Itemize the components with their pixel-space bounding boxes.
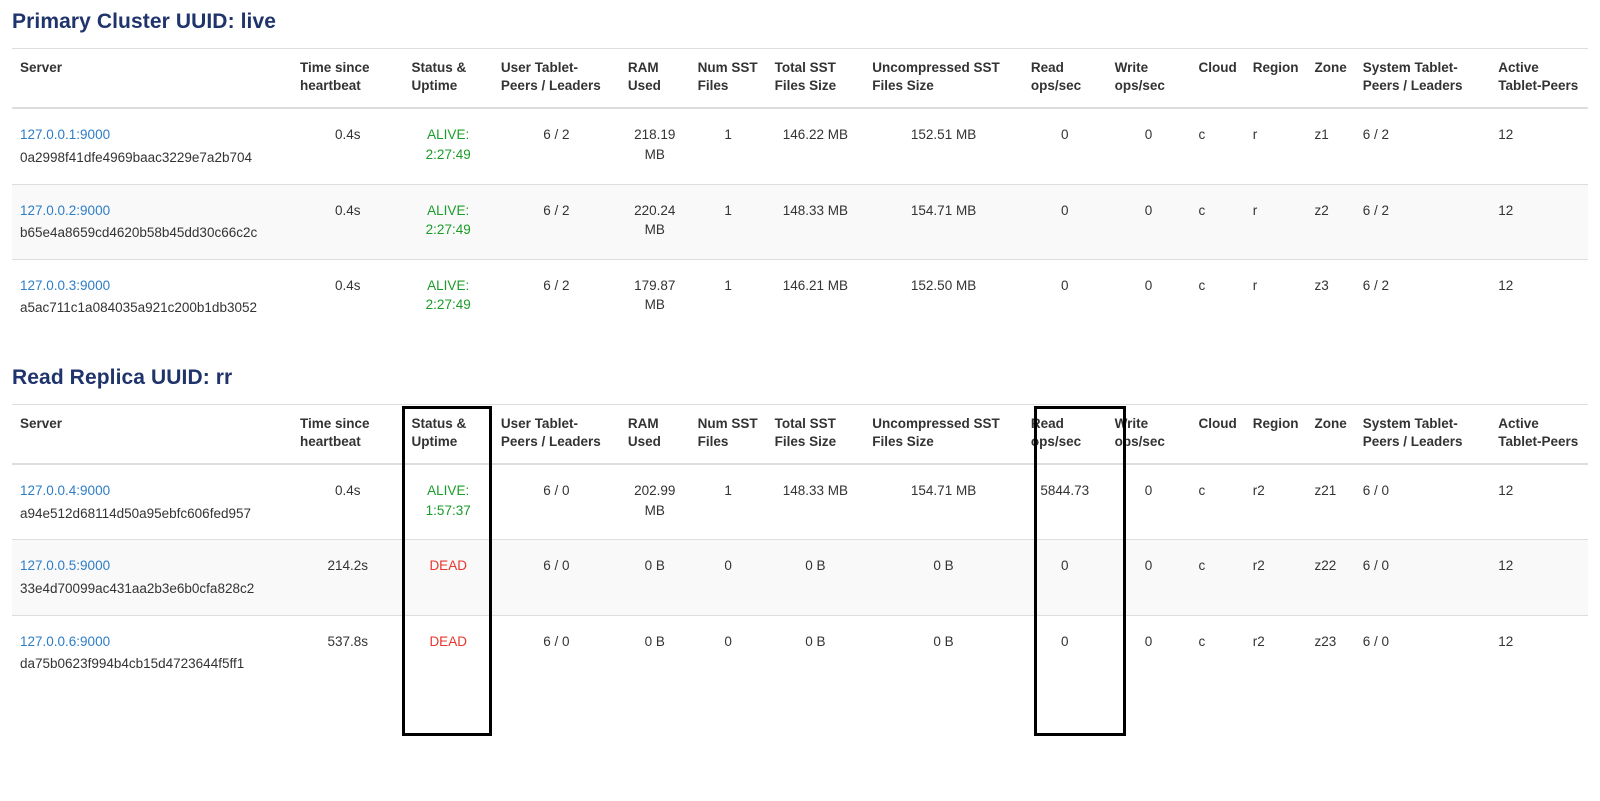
cell-num-sst-files: 1: [690, 259, 767, 334]
cell-zone: z3: [1307, 259, 1355, 334]
cell-read-ops: 0: [1023, 108, 1107, 184]
cell-ram-used: 202.99 MB: [620, 464, 690, 540]
col-header-user-tablet-peers: User Tablet-Peers / Leaders: [493, 49, 620, 109]
cell-uncompressed-sst-size: 154.71 MB: [864, 184, 1023, 259]
table-row: [12, 540, 1588, 615]
primary-cluster-title: [12, 10, 1588, 34]
uptime-value: 2:27:49: [425, 222, 471, 238]
cell-ram-used: 0 B: [620, 615, 690, 690]
cell-write-ops: 0: [1107, 259, 1191, 334]
cell-heartbeat: 0.4s: [292, 464, 403, 540]
cell-region: r2: [1245, 540, 1307, 615]
cell-status: [403, 259, 492, 334]
server-link[interactable]: 127.0.0.4:9000: [20, 483, 111, 499]
cell-user-tablet-peers: 6 / 2: [493, 259, 620, 334]
table-row: [12, 615, 1588, 690]
cell-read-ops: 0: [1023, 540, 1107, 615]
read-replica-table-head: [12, 404, 1588, 464]
status-badge: ALIVE:: [427, 483, 470, 499]
server-link[interactable]: 127.0.0.1:9000: [20, 127, 111, 143]
cell-total-sst-size: 0 B: [767, 615, 865, 690]
cell-cloud: c: [1191, 108, 1245, 184]
cell-ram-used: 179.87 MB: [620, 259, 690, 334]
cell-heartbeat: 0.4s: [292, 259, 403, 334]
table-header-row: [12, 404, 1588, 464]
cell-num-sst-files: 1: [690, 184, 767, 259]
col-header-write-ops: Write ops/sec: [1107, 49, 1191, 109]
cell-active-tablet-peers: 12: [1490, 464, 1588, 540]
uptime-value: 1:57:37: [425, 502, 471, 518]
cell-server: [12, 259, 292, 334]
cell-write-ops: 0: [1107, 108, 1191, 184]
cell-user-tablet-peers: 6 / 0: [493, 615, 620, 690]
read-replica-table-body: [12, 464, 1588, 689]
server-link[interactable]: 127.0.0.5:9000: [20, 558, 111, 574]
cell-region: r: [1245, 259, 1307, 334]
col-header-user-tablet-peers: User Tablet-Peers / Leaders: [493, 404, 620, 464]
server-uuid: 0a2998f41dfe4969baac3229e7a2b704: [20, 150, 252, 165]
cell-read-ops: 0: [1023, 184, 1107, 259]
cell-zone: z21: [1307, 464, 1355, 540]
cell-heartbeat: 537.8s: [292, 615, 403, 690]
section-spacer: [12, 334, 1588, 356]
col-header-status-uptime: Status & Uptime: [403, 49, 492, 109]
cell-num-sst-files: 0: [690, 540, 767, 615]
primary-cluster-table-wrap: [12, 48, 1588, 334]
cell-cloud: c: [1191, 615, 1245, 690]
cell-user-tablet-peers: 6 / 0: [493, 464, 620, 540]
cell-write-ops: 0: [1107, 540, 1191, 615]
cell-uncompressed-sst-size: 154.71 MB: [864, 464, 1023, 540]
cell-region: r2: [1245, 464, 1307, 540]
col-header-system-tablet-peers: System Tablet-Peers / Leaders: [1355, 404, 1491, 464]
status-badge: ALIVE:: [427, 277, 470, 293]
cell-ram-used: 218.19 MB: [620, 108, 690, 184]
cell-active-tablet-peers: 12: [1490, 615, 1588, 690]
table-row: [12, 184, 1588, 259]
cell-region: r: [1245, 108, 1307, 184]
cell-total-sst-size: 146.21 MB: [767, 259, 865, 334]
cell-system-tablet-peers: 6 / 2: [1355, 259, 1491, 334]
col-header-cloud: Cloud: [1191, 49, 1245, 109]
cell-ram-used: 0 B: [620, 540, 690, 615]
col-header-write-ops: Write ops/sec: [1107, 404, 1191, 464]
cell-status: [403, 184, 492, 259]
read-replica-table: [12, 404, 1588, 690]
col-header-total-sst-size: Total SST Files Size: [767, 49, 865, 109]
cell-server: [12, 615, 292, 690]
table-row: [12, 108, 1588, 184]
cell-system-tablet-peers: 6 / 2: [1355, 184, 1491, 259]
col-header-region: Region: [1245, 49, 1307, 109]
read-replica-table-wrap: [12, 404, 1588, 690]
read-replica-title-prefix: Read Replica UUID:: [12, 365, 216, 389]
cell-read-ops: 0: [1023, 259, 1107, 334]
col-header-uncompressed-sst-size: Uncompressed SST Files Size: [864, 49, 1023, 109]
col-header-num-sst-files: Num SST Files: [690, 404, 767, 464]
server-uuid: a94e512d68114d50a95ebfc606fed957: [20, 505, 251, 521]
col-header-cloud: Cloud: [1191, 404, 1245, 464]
cell-zone: z1: [1307, 108, 1355, 184]
cell-total-sst-size: 148.33 MB: [767, 184, 865, 259]
col-header-system-tablet-peers: System Tablet-Peers / Leaders: [1355, 49, 1491, 109]
server-link[interactable]: 127.0.0.6:9000: [20, 633, 111, 649]
cell-system-tablet-peers: 6 / 0: [1355, 464, 1491, 540]
uptime-value: 2:27:49: [425, 147, 471, 162]
cell-region: r2: [1245, 615, 1307, 690]
cell-status: [403, 615, 492, 690]
cell-read-ops: 5844.73: [1023, 464, 1107, 540]
col-header-read-ops: Read ops/sec: [1023, 49, 1107, 109]
cell-active-tablet-peers: 12: [1490, 540, 1588, 615]
cell-num-sst-files: 1: [690, 108, 767, 184]
cell-region: r: [1245, 184, 1307, 259]
cell-server: [12, 464, 292, 540]
cell-zone: z2: [1307, 184, 1355, 259]
status-badge: ALIVE:: [427, 127, 470, 143]
cell-system-tablet-peers: 6 / 2: [1355, 108, 1491, 184]
cell-total-sst-size: 148.33 MB: [767, 464, 865, 540]
table-header-row: [12, 49, 1588, 109]
cell-active-tablet-peers: 12: [1490, 108, 1588, 184]
cell-cloud: c: [1191, 184, 1245, 259]
col-header-zone: Zone: [1307, 404, 1355, 464]
cell-cloud: c: [1191, 464, 1245, 540]
cell-heartbeat: 214.2s: [292, 540, 403, 615]
cell-user-tablet-peers: 6 / 0: [493, 540, 620, 615]
read-replica-title: [12, 366, 1588, 390]
cell-cloud: c: [1191, 259, 1245, 334]
primary-cluster-table-body: [12, 108, 1588, 333]
tserver-status-page: [0, 10, 1600, 690]
cell-status: [403, 540, 492, 615]
table-row: [12, 464, 1588, 540]
server-uuid: a5ac711c1a084035a921c200b1db3052: [20, 300, 257, 316]
col-header-status-uptime: Status & Uptime: [403, 404, 492, 464]
cell-active-tablet-peers: 12: [1490, 259, 1588, 334]
col-header-total-sst-size: Total SST Files Size: [767, 404, 865, 464]
cell-total-sst-size: 146.22 MB: [767, 108, 865, 184]
server-uuid: da75b0623f994b4cb15d4723644f5ff1: [20, 656, 245, 672]
cell-user-tablet-peers: 6 / 2: [493, 108, 620, 184]
cell-system-tablet-peers: 6 / 0: [1355, 615, 1491, 690]
cell-total-sst-size: 0 B: [767, 540, 865, 615]
primary-cluster-table-head: [12, 49, 1588, 109]
cell-read-ops: 0: [1023, 615, 1107, 690]
col-header-uncompressed-sst-size: Uncompressed SST Files Size: [864, 404, 1023, 464]
cell-uncompressed-sst-size: 0 B: [864, 615, 1023, 690]
server-uuid: 33e4d70099ac431aa2b3e6b0cfa828c2: [20, 580, 255, 596]
status-badge: DEAD: [429, 558, 467, 574]
col-header-region: Region: [1245, 404, 1307, 464]
uptime-value: 2:27:49: [425, 297, 471, 313]
col-header-zone: Zone: [1307, 49, 1355, 109]
col-header-num-sst-files: Num SST Files: [690, 49, 767, 109]
cell-write-ops: 0: [1107, 464, 1191, 540]
server-link[interactable]: 127.0.0.3:9000: [20, 277, 111, 293]
cell-server: [12, 108, 292, 184]
primary-cluster-table: [12, 48, 1588, 334]
col-header-ram-used: RAM Used: [620, 49, 690, 109]
cell-num-sst-files: 0: [690, 615, 767, 690]
cell-write-ops: 0: [1107, 615, 1191, 690]
col-header-server: Server: [12, 404, 292, 464]
cell-zone: z23: [1307, 615, 1355, 690]
cell-write-ops: 0: [1107, 184, 1191, 259]
cell-cloud: c: [1191, 540, 1245, 615]
col-header-server: Server: [12, 49, 292, 109]
col-header-active-tablet-peers: Active Tablet-Peers: [1490, 404, 1588, 464]
cell-status: [403, 108, 492, 184]
cell-zone: z22: [1307, 540, 1355, 615]
cell-status: [403, 464, 492, 540]
cell-user-tablet-peers: 6 / 2: [493, 184, 620, 259]
cell-server: [12, 540, 292, 615]
cell-uncompressed-sst-size: 152.51 MB: [864, 108, 1023, 184]
table-row: [12, 259, 1588, 334]
cell-uncompressed-sst-size: 0 B: [864, 540, 1023, 615]
server-uuid: b65e4a8659cd4620b58b45dd30c66c2c: [20, 225, 258, 241]
server-link[interactable]: 127.0.0.2:9000: [20, 202, 111, 218]
status-badge: DEAD: [429, 633, 467, 649]
cell-ram-used: 220.24 MB: [620, 184, 690, 259]
status-badge: ALIVE:: [427, 202, 470, 218]
col-header-heartbeat: Time since heartbeat: [292, 404, 403, 464]
primary-cluster-uuid: live: [240, 10, 277, 33]
cell-heartbeat: 0.4s: [292, 184, 403, 259]
read-replica-uuid: rr: [215, 365, 233, 389]
cell-uncompressed-sst-size: 152.50 MB: [864, 259, 1023, 334]
col-header-read-ops: Read ops/sec: [1023, 404, 1107, 464]
cell-server: [12, 184, 292, 259]
cell-num-sst-files: 1: [690, 464, 767, 540]
col-header-active-tablet-peers: Active Tablet-Peers: [1490, 49, 1588, 109]
col-header-heartbeat: Time since heartbeat: [292, 49, 403, 109]
col-header-ram-used: RAM Used: [620, 404, 690, 464]
cell-active-tablet-peers: 12: [1490, 184, 1588, 259]
cell-system-tablet-peers: 6 / 0: [1355, 540, 1491, 615]
primary-cluster-title-prefix: Primary Cluster UUID:: [12, 10, 241, 33]
cell-heartbeat: 0.4s: [292, 108, 403, 184]
